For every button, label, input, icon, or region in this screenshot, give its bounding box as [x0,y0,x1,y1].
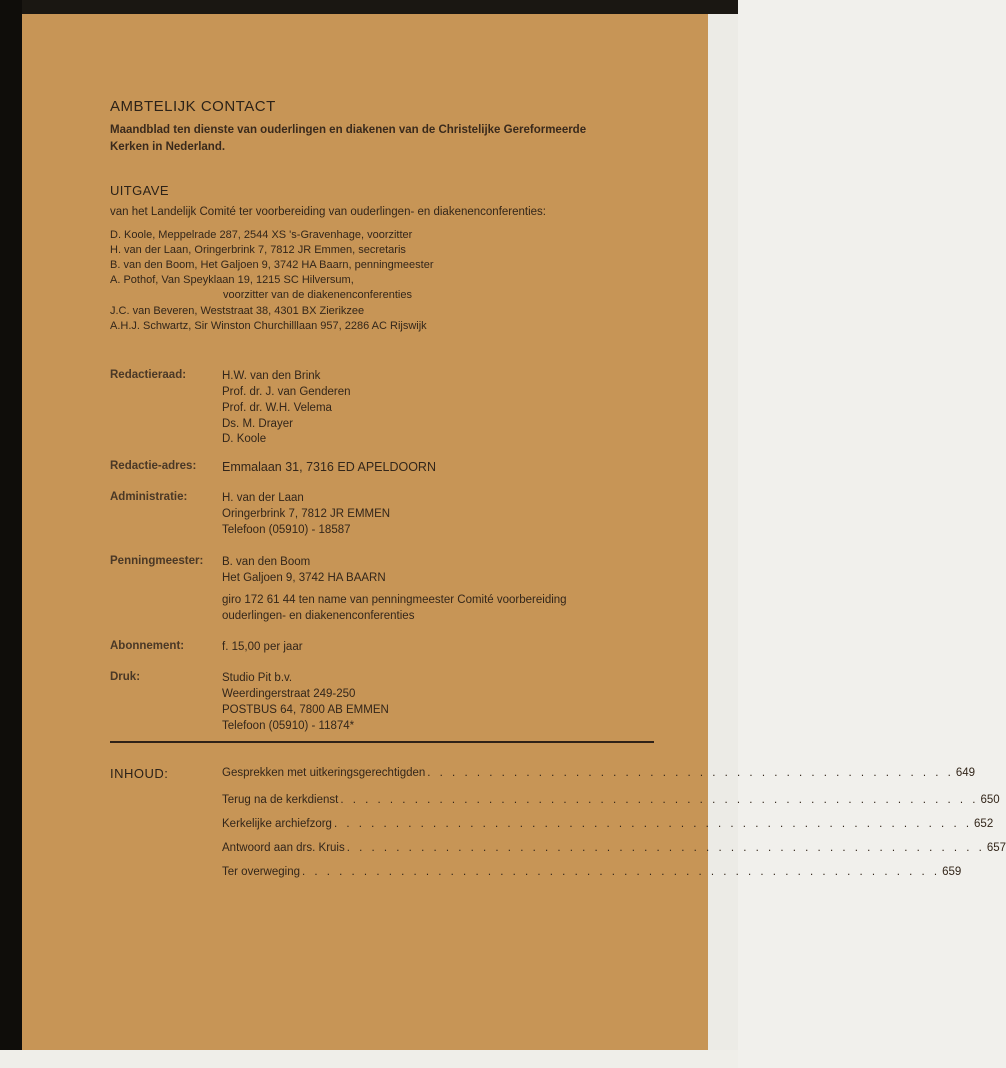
committee-member: J.C. van Beveren, Weststraat 38, 4301 BX Zierikzee [110,305,365,317]
druk-line: Telefoon (05910) - 11874* [222,720,355,732]
druk-line: Studio Pit b.v. [222,672,293,684]
toc-entry-page: 659 [942,866,962,878]
redactieraad-member: Ds. M. Drayer [222,418,293,430]
druk-line: Weerdingerstraat 249-250 [222,688,356,700]
toc-leader-dots: . . . . . . . . . . . . . . . . . . . . . . . . . . . . . . . . . . . . . . . . . . . . . . . . . . . . [301,866,941,878]
scan-top-edge [0,0,738,14]
toc-entry-title: Kerkelijke archiefzorg [222,818,332,830]
penningmeester-line: B. van den Boom [222,556,311,568]
toc-leader-dots: . . . . . . . . . . . . . . . . . . . . . . . . . . . . . . . . . . . . . . . . . . . [427,767,954,779]
magazine-subtitle-line-2: Kerken in Nederland. [110,141,226,153]
penningmeester-label: Penningmeester: [110,555,204,567]
toc-entry[interactable] [222,794,1000,806]
redactieraad-member: Prof. dr. W.H. Velema [222,402,332,414]
administratie-line: Telefoon (05910) - 18587 [222,524,351,536]
administratie-line: Oringerbrink 7, 7812 JR EMMEN [222,508,391,520]
giro-line-2: ouderlingen- en diakenenconferenties [222,610,415,622]
toc-entry-page: 649 [955,767,976,779]
druk-line: POSTBUS 64, 7800 AB EMMEN [222,704,389,716]
toc-entry-page: 650 [980,794,1000,806]
abonnement-label: Abonnement: [110,640,185,652]
committee-member: H. van der Laan, Oringerbrink 7, 7812 JR Emmen, secretaris [110,244,406,256]
magazine-subtitle-line-1: Maandblad ten dienste van ouderlingen en diakenen van de Christelijke Gereformeerde [110,124,587,136]
administratie-line: H. van der Laan [222,492,304,504]
inhoud-label: INHOUD: [110,766,169,781]
committee-member: B. van den Boom, Het Galjoen 9, 3742 HA Baarn, penningmeester [110,259,434,271]
toc-leader-dots: . . . . . . . . . . . . . . . . . . . . . . . . . . . . . . . . . . . . . . . . . . . . . . . . . . . . [333,818,973,830]
committee-member-note: voorzitter van de diakenenconferenties [223,289,412,301]
toc-entry[interactable] [222,866,962,878]
redactieraad-member: D. Koole [222,433,267,445]
divider-rule [110,741,654,743]
toc-entry-title: Gesprekken met uitkeringsgerechtigden [222,767,426,779]
administratie-label: Administratie: [110,491,188,503]
penningmeester-line: Het Galjoen 9, 3742 HA BAARN [222,572,386,584]
magazine-title: AMBTELIJK CONTACT [110,98,276,115]
committee-member: D. Koole, Meppelrade 287, 2544 XS 's-Gravenhage, voorzitter [110,229,413,241]
toc-leader-dots: . . . . . . . . . . . . . . . . . . . . . . . . . . . . . . . . . . . . . . . . . . . . . . . . . . . . [340,794,979,806]
giro-line-1: giro 172 61 44 ten name van penningmeester Comité voorbereiding [222,594,567,606]
scan-bottom-margin [0,1050,738,1068]
toc-entry-page: 652 [974,818,994,830]
redactieraad-member: H.W. van den Brink [222,370,321,382]
druk-label: Druk: [110,671,141,683]
toc-entry-title: Terug na de kerkdienst [222,794,339,806]
uitgave-intro: van het Landelijk Comité ter voorbereiding van ouderlingen- en diakenenconferenties: [110,206,547,218]
toc-entry-title: Antwoord aan drs. Kruis [222,842,345,854]
toc-entry-page: 657 [986,842,1006,854]
toc-entry[interactable] [222,818,994,830]
uitgave-heading: UITGAVE [110,183,169,198]
redactieadres-value: Emmalaan 31, 7316 ED APELDOORN [222,460,436,474]
toc-entry[interactable] [222,842,1006,854]
inside-cover-page [22,14,1006,1050]
toc-entry[interactable] [222,767,976,779]
committee-member: A.H.J. Schwartz, Sir Winston Churchilllaan 957, 2286 AC Rijswijk [110,320,427,332]
committee-member: A. Pothof, Van Speyklaan 19, 1215 SC Hilversum, [110,274,354,286]
redactieadres-label: Redactie-adres: [110,460,197,472]
scan-right-margin [708,14,738,1068]
redactieraad-member: Prof. dr. J. van Genderen [222,386,351,398]
toc-leader-dots: . . . . . . . . . . . . . . . . . . . . . . . . . . . . . . . . . . . . . . . . . . . . . . . . . . . . [346,842,985,854]
abonnement-value: f. 15,00 per jaar [222,641,303,653]
toc-entry-title: Ter overweging [222,866,300,878]
scan-binding-edge [0,0,22,1068]
redactieraad-label: Redactieraad: [110,369,187,381]
